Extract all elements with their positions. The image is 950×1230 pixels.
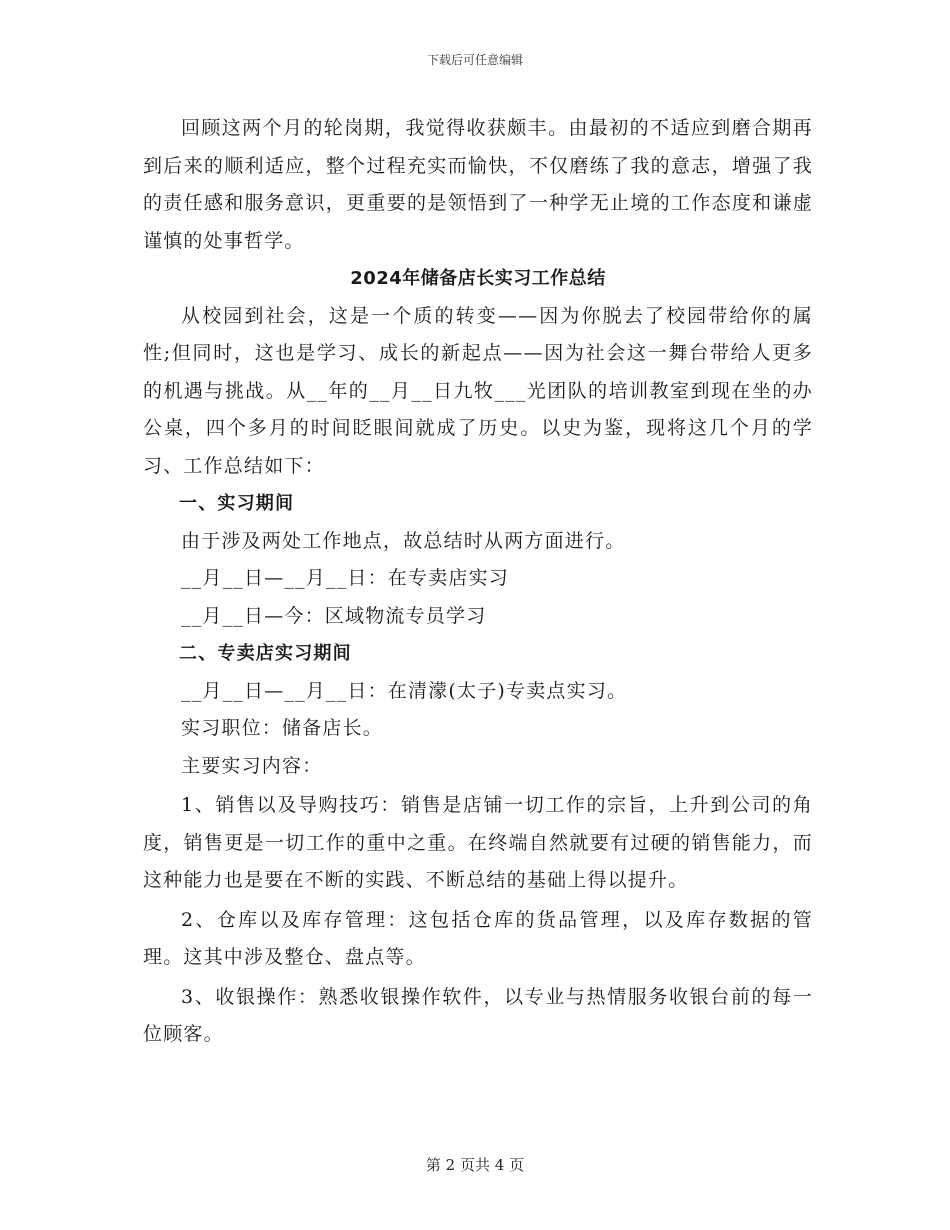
intro-paragraph: 回顾这两个月的轮岗期，我觉得收获颇丰。由最初的不适应到磨合期再到后来的顺利适应，整个过程充实而愉快，不仅磨练了我的意志，增强了我的责任感和服务意识，更重要的是领悟到了一种学无止境的工作态度和谦虚谨慎的处事哲学。 bbox=[143, 117, 813, 252]
section1-date-line-store: __月__日—__月__日：在专卖店实习 bbox=[181, 567, 510, 589]
page-header: 下载后可任意编辑 bbox=[426, 53, 523, 67]
document-body bbox=[143, 110, 813, 1054]
section1-paragraph: 由于涉及两处工作地点，故总结时从两方面进行。 bbox=[181, 529, 626, 552]
list-item-cashier: 3、收银操作：熟悉收银操作软件，以专业与热情服务收银台前的每一位顾客。 bbox=[143, 985, 813, 1045]
opening-paragraph: 从校园到社会，这是一个质的转变——因为你脱去了校园带给你的属性;但同时，这也是学习、成长的新起点——因为社会这一舞台带给人更多的机遇与挑战。从__年的__月__日九牧___光团队的培训教室到现在坐的办公桌，四个多月的时间眨眼间就成了历史。以史为鉴，现将这几个月的学习、工作总结如下： bbox=[143, 304, 813, 477]
section2-content-label: 主要实习内容： bbox=[181, 754, 323, 777]
list-item-warehouse: 2、仓库以及库存管理：这包括仓库的货品管理，以及库存数据的管理。这其中涉及整仓、盘点等。 bbox=[143, 908, 813, 968]
document-title: 2024年储备店长实习工作总结 bbox=[350, 268, 606, 289]
section-heading-internship-period: 一、实习期间 bbox=[179, 493, 295, 514]
section2-position: 实习职位：储备店长。 bbox=[181, 717, 384, 739]
section2-date-line: __月__日—__月__日：在清濛(太子)专卖点实习。 bbox=[181, 679, 628, 702]
page-footer: 第 2 页共 4 页 bbox=[425, 1156, 525, 1174]
section-heading-store-internship: 二、专卖店实习期间 bbox=[179, 643, 352, 664]
list-item-sales: 1、销售以及导购技巧：销售是店铺一切工作的宗旨，上升到公司的角度，销售更是一切工作的重中之重。在终端自然就要有过硬的销售能力，而这种能力也是要在不断的实践、不断总结的基础上得以提升。 bbox=[143, 794, 813, 891]
section1-date-line-logistics: __月__日—今：区域物流专员学习 bbox=[181, 604, 487, 627]
